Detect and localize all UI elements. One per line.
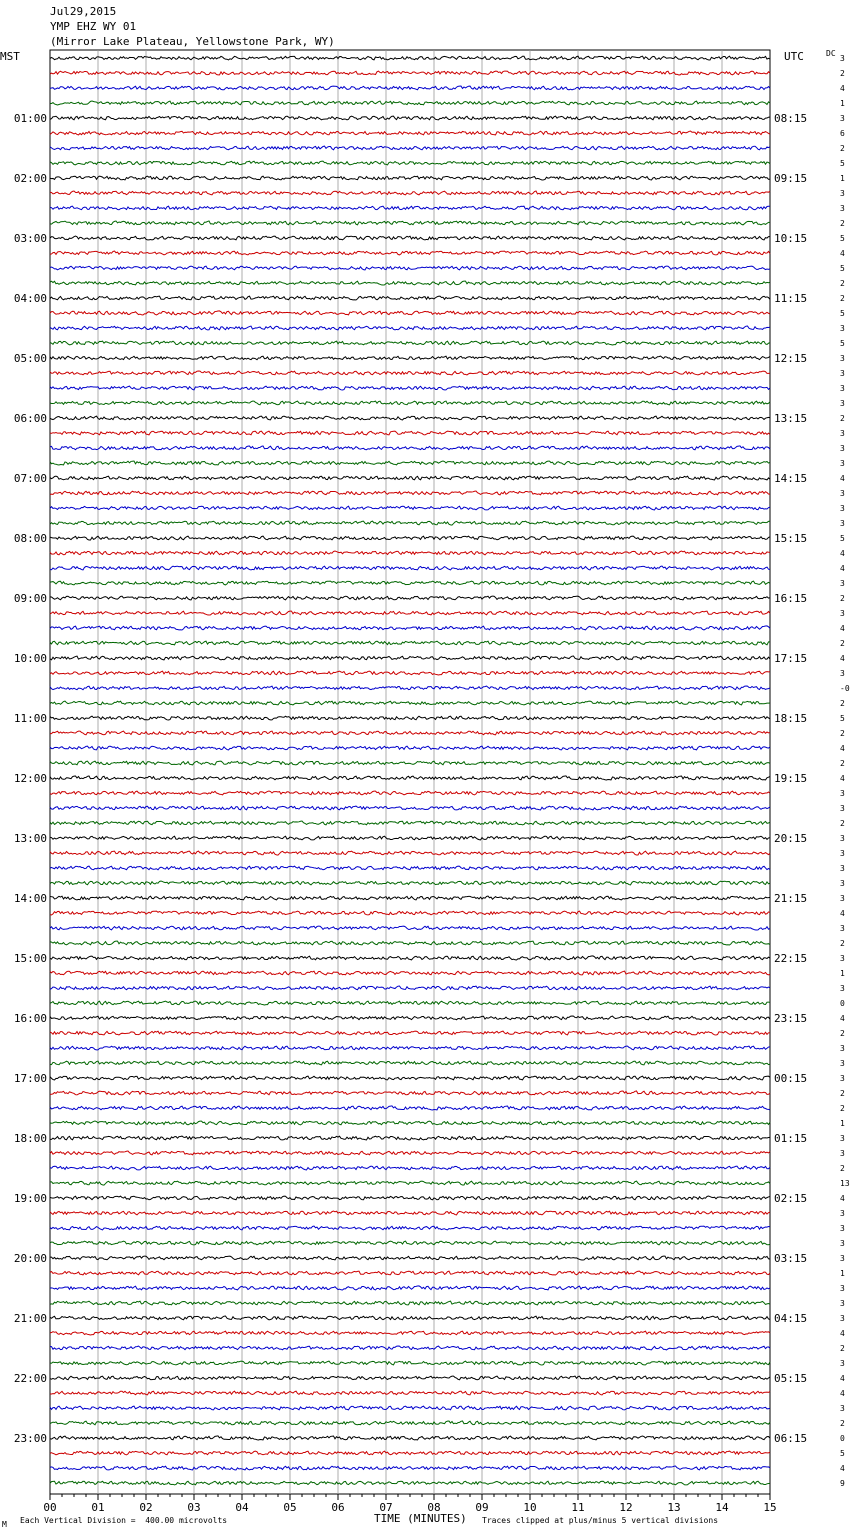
dc-offset-label: 1 — [840, 969, 845, 978]
dc-offset-label: 4 — [840, 1374, 845, 1383]
dc-offset-label: 5 — [840, 159, 845, 168]
dc-offset-label: 3 — [840, 864, 845, 873]
left-hour-label: 02:00 — [13, 172, 47, 185]
right-hour-label: 03:15 — [774, 1252, 808, 1265]
dc-offset-label: 2 — [840, 729, 845, 738]
seismic-trace — [50, 731, 770, 735]
dc-offset-label: 4 — [840, 774, 845, 783]
dc-offset-label: 3 — [840, 459, 845, 468]
dc-offset-label: 4 — [840, 1464, 845, 1473]
seismic-trace — [50, 701, 770, 705]
dc-offset-label: 3 — [840, 354, 845, 363]
seismic-trace — [50, 446, 770, 450]
seismic-trace — [50, 1031, 770, 1035]
dc-offset-label: 3 — [840, 519, 845, 528]
seismic-trace — [50, 1436, 770, 1440]
x-tick-label: 00 — [43, 1501, 57, 1514]
seismic-trace — [50, 1466, 770, 1470]
dc-offset-label: 3 — [840, 984, 845, 993]
seismic-trace — [50, 746, 770, 750]
dc-offset-label: 3 — [840, 609, 845, 618]
seismic-trace — [50, 1331, 770, 1335]
x-axis-title: TIME (MINUTES) — [374, 1512, 467, 1525]
seismic-trace — [50, 101, 770, 105]
right-hour-label: 12:15 — [774, 352, 808, 365]
dc-offset-label: 4 — [840, 84, 845, 93]
x-tick-label: 02 — [139, 1501, 153, 1514]
seismic-trace — [50, 146, 770, 150]
dc-offset-label: 2 — [840, 279, 845, 288]
left-hour-label: 15:00 — [13, 952, 47, 965]
seismic-trace — [50, 356, 770, 360]
left-hour-label: 19:00 — [13, 1192, 47, 1205]
seismic-trace — [50, 1226, 770, 1230]
left-hour-label: 11:00 — [13, 712, 47, 725]
x-tick-label: 04 — [235, 1501, 249, 1514]
seismic-trace — [50, 956, 770, 960]
seismic-trace — [50, 1076, 770, 1080]
dc-offset-label: 3 — [840, 1209, 845, 1218]
dc-offset-label: 4 — [840, 624, 845, 633]
dc-offset-label: 0 — [840, 1434, 845, 1443]
dc-offset-label: 3 — [840, 879, 845, 888]
x-tick-label: 07 — [379, 1501, 393, 1514]
left-hour-label: 18:00 — [13, 1132, 47, 1145]
x-tick-label: 14 — [715, 1501, 729, 1514]
left-hour-label: 12:00 — [13, 772, 47, 785]
x-tick-label: 15 — [763, 1501, 777, 1514]
dc-offset-label: 4 — [840, 549, 845, 558]
seismic-trace — [50, 536, 770, 540]
seismic-trace — [50, 281, 770, 285]
dc-offset-label: 3 — [840, 1284, 845, 1293]
seismic-trace — [50, 1046, 770, 1050]
dc-offset-label: 1 — [840, 174, 845, 183]
dc-offset-label: 3 — [840, 834, 845, 843]
right-hour-label: 15:15 — [774, 532, 808, 545]
seismic-trace — [50, 1151, 770, 1155]
dc-offset-label: 2 — [840, 759, 845, 768]
left-hour-label: 14:00 — [13, 892, 47, 905]
left-hour-label: 08:00 — [13, 532, 47, 545]
dc-offset-label: 4 — [840, 1329, 845, 1338]
seismic-trace — [50, 1391, 770, 1395]
dc-offset-label: 2 — [840, 219, 845, 228]
seismic-trace — [50, 1016, 770, 1020]
left-hour-label: 09:00 — [13, 592, 47, 605]
dc-offset-label: 2 — [840, 294, 845, 303]
dc-offset-label: 4 — [840, 1389, 845, 1398]
clip-note: Traces clipped at plus/minus 5 vertical divisions — [482, 1516, 719, 1525]
seismic-trace — [50, 1376, 770, 1380]
right-hour-label: 01:15 — [774, 1132, 808, 1145]
dc-offset-label: 3 — [840, 669, 845, 678]
dc-offset-label: 3 — [840, 324, 845, 333]
x-tick-label: 08 — [427, 1501, 441, 1514]
seismic-trace — [50, 881, 770, 885]
dc-offset-label: 4 — [840, 1014, 845, 1023]
dc-offset-label: 3 — [840, 1314, 845, 1323]
dc-offset-label: 3 — [840, 1254, 845, 1263]
seismic-trace — [50, 1181, 770, 1185]
seismic-trace — [50, 551, 770, 555]
seismic-trace — [50, 401, 770, 405]
dc-offset-label: 3 — [840, 444, 845, 453]
dc-offset-label: 3 — [840, 789, 845, 798]
right-hour-label: 02:15 — [774, 1192, 808, 1205]
seismic-trace — [50, 491, 770, 495]
right-hour-label: 17:15 — [774, 652, 808, 665]
dc-offset-label: 3 — [840, 399, 845, 408]
seismic-trace — [50, 1061, 770, 1065]
dc-offset-label: 2 — [840, 939, 845, 948]
right-hour-label: 16:15 — [774, 592, 808, 605]
seismic-trace — [50, 761, 770, 765]
chart-date: Jul29,2015 — [50, 5, 117, 18]
dc-offset-label: 3 — [840, 1044, 845, 1053]
dc-offset-label: 2 — [840, 594, 845, 603]
x-tick-label: 03 — [187, 1501, 201, 1514]
right-hour-label: 23:15 — [774, 1012, 808, 1025]
dc-offset-label: 3 — [840, 954, 845, 963]
seismic-trace — [50, 1091, 770, 1095]
seismic-trace — [50, 1286, 770, 1290]
chart-location: (Mirror Lake Plateau, Yellowstone Park, WY) — [50, 35, 335, 48]
seismic-trace — [50, 926, 770, 930]
seismic-trace — [50, 311, 770, 315]
dc-offset-label: 2 — [840, 639, 845, 648]
seismic-trace — [50, 656, 770, 660]
seismic-trace — [50, 1271, 770, 1275]
left-hour-label: 21:00 — [13, 1312, 47, 1325]
seismic-trace — [50, 611, 770, 615]
dc-offset-label: 3 — [840, 429, 845, 438]
seismic-trace — [50, 236, 770, 240]
seismic-trace — [50, 596, 770, 600]
dc-offset-label: 3 — [840, 1359, 845, 1368]
seismic-trace — [50, 131, 770, 135]
x-tick-label: 09 — [475, 1501, 489, 1514]
seismic-trace — [50, 1136, 770, 1140]
dc-offset-label: 2 — [840, 69, 845, 78]
seismic-trace — [50, 386, 770, 390]
dc-offset-label: 2 — [840, 1344, 845, 1353]
right-hour-label: 19:15 — [774, 772, 808, 785]
seismic-trace — [50, 896, 770, 900]
seismic-trace — [50, 836, 770, 840]
dc-offset-label: 2 — [840, 1089, 845, 1098]
dc-offset-label: 3 — [840, 489, 845, 498]
left-hour-label: 16:00 — [13, 1012, 47, 1025]
x-tick-label: 10 — [523, 1501, 537, 1514]
seismic-trace — [50, 941, 770, 945]
dc-offset-label: 3 — [840, 1224, 845, 1233]
left-hour-label: 23:00 — [13, 1432, 47, 1445]
chart-station: YMP EHZ WY 01 — [50, 20, 137, 33]
dc-offset-label: 5 — [840, 339, 845, 348]
dc-offset-label: 3 — [840, 1059, 845, 1068]
right-hour-label: 06:15 — [774, 1432, 808, 1445]
dc-offset-label: 3 — [840, 1299, 845, 1308]
right-hour-label: 22:15 — [774, 952, 808, 965]
seismic-trace — [50, 326, 770, 330]
seismic-trace — [50, 506, 770, 510]
right-hour-label: 11:15 — [774, 292, 808, 305]
dc-offset-label: 3 — [840, 1134, 845, 1143]
right-hour-label: 05:15 — [774, 1372, 808, 1385]
seismic-trace — [50, 116, 770, 120]
seismic-trace — [50, 911, 770, 915]
dc-offset-label: 3 — [840, 1239, 845, 1248]
dc-offset-label: 2 — [840, 819, 845, 828]
seismic-trace — [50, 1001, 770, 1005]
seismic-trace — [50, 866, 770, 870]
dc-offset-label: 2 — [840, 1029, 845, 1038]
seismic-trace — [50, 671, 770, 675]
seismic-trace — [50, 1196, 770, 1200]
seismic-trace — [50, 626, 770, 630]
seismic-trace — [50, 1361, 770, 1365]
dc-offset-label: 5 — [840, 264, 845, 273]
left-hour-label: 06:00 — [13, 412, 47, 425]
seismic-trace — [50, 191, 770, 195]
seismic-trace — [50, 806, 770, 810]
right-hour-label: 14:15 — [774, 472, 808, 485]
dc-offset-label: 4 — [840, 1194, 845, 1203]
x-tick-label: 12 — [619, 1501, 633, 1514]
x-tick-label: 06 — [331, 1501, 345, 1514]
right-timezone-label: UTC — [784, 50, 804, 63]
seismic-trace — [50, 476, 770, 480]
seismic-trace — [50, 1451, 770, 1455]
scale-mark: M — [2, 1520, 7, 1529]
seismic-trace — [50, 1166, 770, 1170]
right-hour-label: 13:15 — [774, 412, 808, 425]
seismic-trace — [50, 566, 770, 570]
right-hour-label: 09:15 — [774, 172, 808, 185]
seismic-trace — [50, 1241, 770, 1245]
seismic-trace — [50, 1481, 770, 1485]
left-hour-label: 01:00 — [13, 112, 47, 125]
dc-offset-label: 4 — [840, 654, 845, 663]
dc-offset-label: 3 — [840, 579, 845, 588]
dc-offset-label: 2 — [840, 1419, 845, 1428]
x-tick-label: 11 — [571, 1501, 585, 1514]
dc-offset-label: 3 — [840, 1149, 845, 1158]
dc-offset-label: 4 — [840, 909, 845, 918]
dc-offset-label: -0 — [840, 684, 850, 693]
dc-offset-label: 0 — [840, 999, 845, 1008]
dc-offset-label: 2 — [840, 1104, 845, 1113]
seismic-trace — [50, 1406, 770, 1410]
dc-offset-label: 5 — [840, 234, 845, 243]
dc-offset-label: 2 — [840, 414, 845, 423]
dc-offset-label: 5 — [840, 309, 845, 318]
seismic-trace — [50, 776, 770, 780]
seismic-trace — [50, 221, 770, 225]
seismic-trace — [50, 161, 770, 165]
right-hour-label: 18:15 — [774, 712, 808, 725]
dc-offset-label: 4 — [840, 249, 845, 258]
seismic-trace — [50, 821, 770, 825]
x-tick-label: 13 — [667, 1501, 681, 1514]
seismic-trace — [50, 1346, 770, 1350]
dc-offset-label: 1 — [840, 1119, 845, 1128]
dc-offset-label: 3 — [840, 1074, 845, 1083]
left-hour-label: 20:00 — [13, 1252, 47, 1265]
dc-offset-label: 3 — [840, 189, 845, 198]
seismic-trace — [50, 371, 770, 375]
seismic-trace — [50, 416, 770, 420]
right-hour-label: 21:15 — [774, 892, 808, 905]
dc-offset-label: 3 — [840, 504, 845, 513]
dc-offset-label: 5 — [840, 534, 845, 543]
left-hour-label: 03:00 — [13, 232, 47, 245]
dc-offset-label: 3 — [840, 54, 845, 63]
seismic-trace — [50, 1121, 770, 1125]
left-hour-label: 22:00 — [13, 1372, 47, 1385]
left-hour-label: 05:00 — [13, 352, 47, 365]
dc-offset-label: 3 — [840, 804, 845, 813]
seismic-trace — [50, 1301, 770, 1305]
dc-offset-label: 2 — [840, 144, 845, 153]
seismic-trace — [50, 641, 770, 645]
dc-offset-label: 3 — [840, 384, 845, 393]
dc-offset-label: 3 — [840, 1404, 845, 1413]
x-tick-label: 01 — [91, 1501, 105, 1514]
left-timezone-label: MST — [0, 50, 20, 63]
dc-offset-label: 4 — [840, 744, 845, 753]
seismic-trace — [50, 716, 770, 720]
dc-offset-label: 5 — [840, 714, 845, 723]
x-tick-label: 05 — [283, 1501, 297, 1514]
dc-offset-label: 3 — [840, 849, 845, 858]
seismic-trace — [50, 71, 770, 75]
seismic-trace — [50, 461, 770, 465]
seismic-trace — [50, 791, 770, 795]
seismic-trace — [50, 971, 770, 975]
left-hour-label: 10:00 — [13, 652, 47, 665]
seismic-trace — [50, 341, 770, 345]
dc-offset-label: 2 — [840, 1164, 845, 1173]
dc-offset-label: 9 — [840, 1479, 845, 1488]
dc-offset-label: 3 — [840, 369, 845, 378]
seismic-trace — [50, 686, 770, 690]
left-hour-label: 07:00 — [13, 472, 47, 485]
seismic-trace — [50, 86, 770, 90]
dc-offset-label: 4 — [840, 474, 845, 483]
seismic-trace — [50, 431, 770, 435]
right-hour-label: 20:15 — [774, 832, 808, 845]
seismic-trace — [50, 521, 770, 525]
dc-offset-label: 3 — [840, 924, 845, 933]
dc-offset-label: 3 — [840, 894, 845, 903]
dc-offset-label: 2 — [840, 699, 845, 708]
dc-offset-label: 5 — [840, 1449, 845, 1458]
seismic-trace — [50, 56, 770, 60]
dc-offset-label: 1 — [840, 1269, 845, 1278]
right-hour-label: 10:15 — [774, 232, 808, 245]
seismic-trace — [50, 1106, 770, 1110]
dc-offset-label: 3 — [840, 114, 845, 123]
seismic-trace — [50, 251, 770, 255]
dc-offset-label: 13 — [840, 1179, 850, 1188]
right-hour-label: 04:15 — [774, 1312, 808, 1325]
seismic-trace — [50, 986, 770, 990]
scale-note: Each Vertical Division = 400.00 microvolts — [20, 1516, 228, 1525]
seismic-trace — [50, 1421, 770, 1425]
seismic-trace — [50, 1316, 770, 1320]
seismic-trace — [50, 1211, 770, 1215]
seismic-trace — [50, 1256, 770, 1260]
seismic-trace — [50, 176, 770, 180]
dc-offset-label: 4 — [840, 564, 845, 573]
right-hour-label: 00:15 — [774, 1072, 808, 1085]
dc-offset-label: 1 — [840, 99, 845, 108]
dc-offset-label: 3 — [840, 204, 845, 213]
dc-column-label: DC — [826, 49, 836, 58]
right-hour-label: 08:15 — [774, 112, 808, 125]
seismic-trace — [50, 206, 770, 210]
seismic-trace — [50, 581, 770, 585]
left-hour-label: 17:00 — [13, 1072, 47, 1085]
seismic-trace — [50, 851, 770, 855]
dc-offset-label: 6 — [840, 129, 845, 138]
left-hour-label: 13:00 — [13, 832, 47, 845]
left-hour-label: 04:00 — [13, 292, 47, 305]
seismic-trace — [50, 296, 770, 300]
seismic-trace — [50, 266, 770, 270]
